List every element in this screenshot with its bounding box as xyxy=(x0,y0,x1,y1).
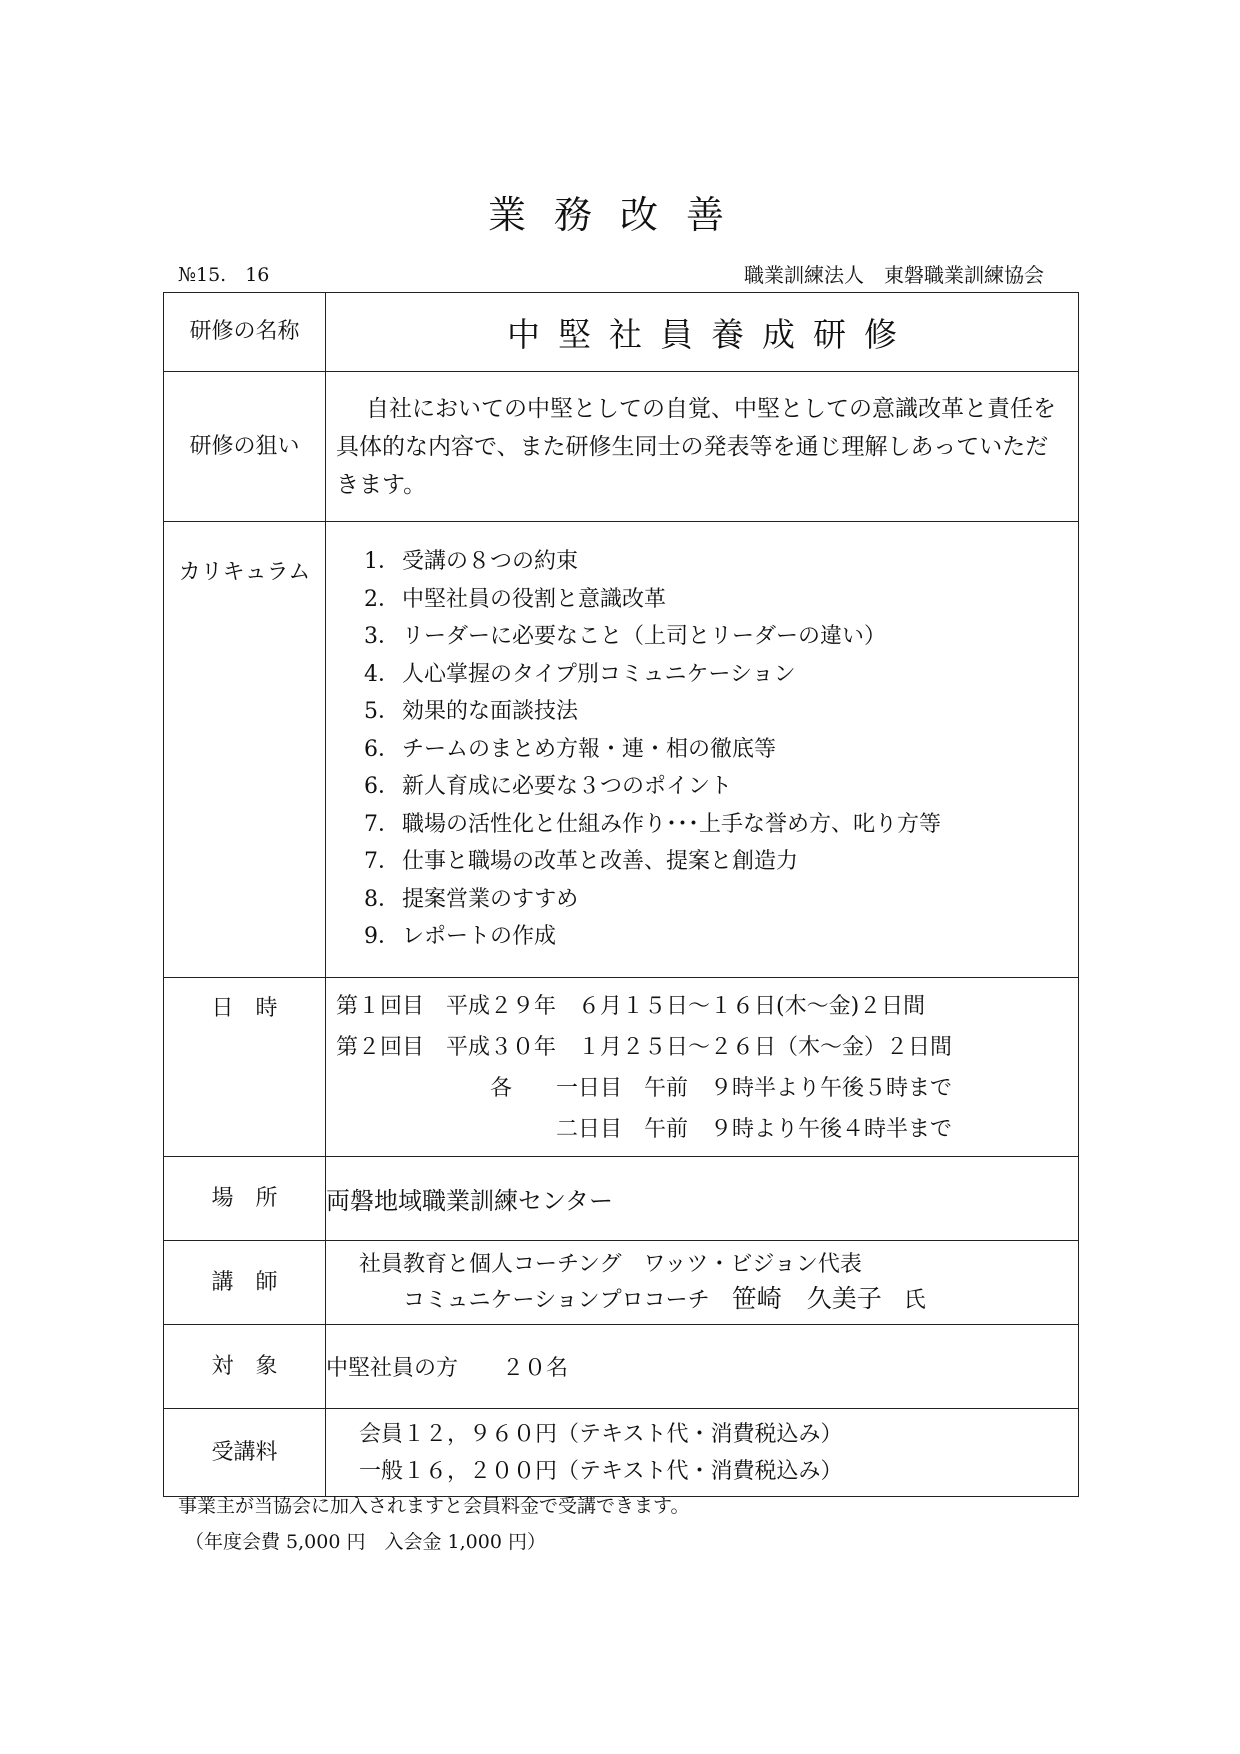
item-text: 提案営業のすすめ xyxy=(402,886,579,912)
item-number: 1． xyxy=(364,549,400,574)
item-text: 仕事と職場の改革と改善、提案と創造力 xyxy=(402,849,799,874)
schedule-cell xyxy=(326,978,1079,1157)
row-place xyxy=(164,1157,1079,1241)
list-item xyxy=(364,843,1078,881)
course-name-value: 中堅社員養成研修 xyxy=(326,293,1079,372)
row-schedule xyxy=(164,978,1079,1157)
instructor-name: 笹崎 久美子 xyxy=(731,1283,882,1313)
schedule-line: 第１回目 平成２９年 ６月１５日～１６日(木～金)２日間 xyxy=(336,994,926,1019)
list-item xyxy=(364,656,1078,694)
item-number: 4． xyxy=(364,661,400,687)
fee-cell xyxy=(326,1409,1079,1497)
instructor-lines xyxy=(326,1242,1078,1324)
membership-fee-note: （年度会費 5,000 円 入会金 1,000 円） xyxy=(185,1531,546,1553)
list-item xyxy=(364,768,1078,806)
row-instructor xyxy=(164,1241,1079,1325)
list-item xyxy=(364,543,1078,581)
item-text: 受講の８つの約束 xyxy=(402,549,579,574)
item-number: 5． xyxy=(364,699,400,724)
item-number: 6． xyxy=(364,736,400,762)
schedule-label: 日 時 xyxy=(164,978,326,1157)
list-item xyxy=(364,881,1078,919)
instructor-honorific: 氏 xyxy=(881,1287,926,1313)
organization-name: 職業訓練法人 東磐職業訓練協会 xyxy=(744,263,1044,287)
list-item xyxy=(364,581,1078,619)
list-item xyxy=(364,693,1078,731)
target-value: 中堅社員の方 ２０名 xyxy=(326,1325,1079,1409)
row-aim xyxy=(164,372,1079,522)
instructor-line2 xyxy=(359,1282,1078,1318)
instructor-label: 講 師 xyxy=(164,1241,326,1325)
page-title: 業務改善 xyxy=(487,193,752,237)
item-text: チームのまとめ方報・連・相の徹底等 xyxy=(402,736,777,762)
fee-general: 一般１６，２００円（テキスト代・消費税込み） xyxy=(359,1458,843,1484)
curriculum-cell xyxy=(326,522,1079,978)
instructor-cell xyxy=(326,1241,1079,1325)
item-text: 職場の活性化と仕組み作り･･･上手な誉め方、叱り方等 xyxy=(402,811,942,837)
fee-label: 受講料 xyxy=(164,1409,326,1497)
item-number: 6． xyxy=(364,774,400,799)
curriculum-list xyxy=(326,522,1078,974)
fee-lines xyxy=(326,1410,1078,1496)
item-number: 3． xyxy=(364,624,400,649)
aim-cell xyxy=(326,372,1079,522)
item-number: 7． xyxy=(364,849,400,874)
item-text: 効果的な面談技法 xyxy=(402,699,579,724)
row-course-name xyxy=(164,293,1079,372)
schedule-lines xyxy=(326,978,1078,1156)
schedule-line: 第２回目 平成３０年 １月２５日～２６日（木～金）２日間 xyxy=(336,1035,953,1060)
place-label: 場 所 xyxy=(164,1157,326,1241)
membership-note: 事業主が当協会に加入されますと会員料金で受講できます。 xyxy=(178,1495,690,1517)
item-number: 2． xyxy=(364,586,400,612)
schedule-line: 二日目 午前 ９時より午後４時半まで xyxy=(336,1117,953,1142)
item-text: リーダーに必要なこと（上司とリーダーの違い） xyxy=(402,624,887,649)
item-text: 中堅社員の役割と意識改革 xyxy=(402,586,667,612)
item-text: 人心掌握のタイプ別コミュニケーション xyxy=(402,661,796,687)
instructor-line1: 社員教育と個人コーチング ワッツ・ビジョン代表 xyxy=(359,1251,862,1277)
place-value: 両磐地域職業訓練センター xyxy=(326,1157,1079,1241)
instructor-title: コミュニケーションプロコーチ xyxy=(359,1287,732,1313)
list-item xyxy=(364,731,1078,769)
course-info-table xyxy=(163,292,1079,1497)
target-label: 対 象 xyxy=(164,1325,326,1409)
item-number: 9． xyxy=(364,924,400,949)
item-text: レポートの作成 xyxy=(402,924,557,949)
item-text: 新人育成に必要な３つのポイント xyxy=(402,774,733,799)
item-number: 7． xyxy=(364,811,400,837)
item-number: 8． xyxy=(364,886,400,912)
aim-label: 研修の狙い xyxy=(164,372,326,522)
course-name-label: 研修の名称 xyxy=(164,293,326,372)
aim-value: 自社においての中堅としての自覚、中堅としての意識改革と責任を具体的な内容で、また研修生同士の発表等を通じ理解しあっていただきます。 xyxy=(336,395,1056,498)
row-fee xyxy=(164,1409,1079,1497)
document-number: №15. 16 xyxy=(178,264,270,286)
curriculum-label: カリキュラム xyxy=(164,522,326,978)
fee-member: 会員１２，９６０円（テキスト代・消費税込み） xyxy=(359,1421,843,1447)
list-item xyxy=(364,618,1078,656)
list-item xyxy=(364,918,1078,956)
row-curriculum xyxy=(164,522,1079,978)
schedule-line: 各 一日目 午前 ９時半より午後５時まで xyxy=(336,1076,953,1101)
list-item xyxy=(364,806,1078,844)
row-target xyxy=(164,1325,1079,1409)
